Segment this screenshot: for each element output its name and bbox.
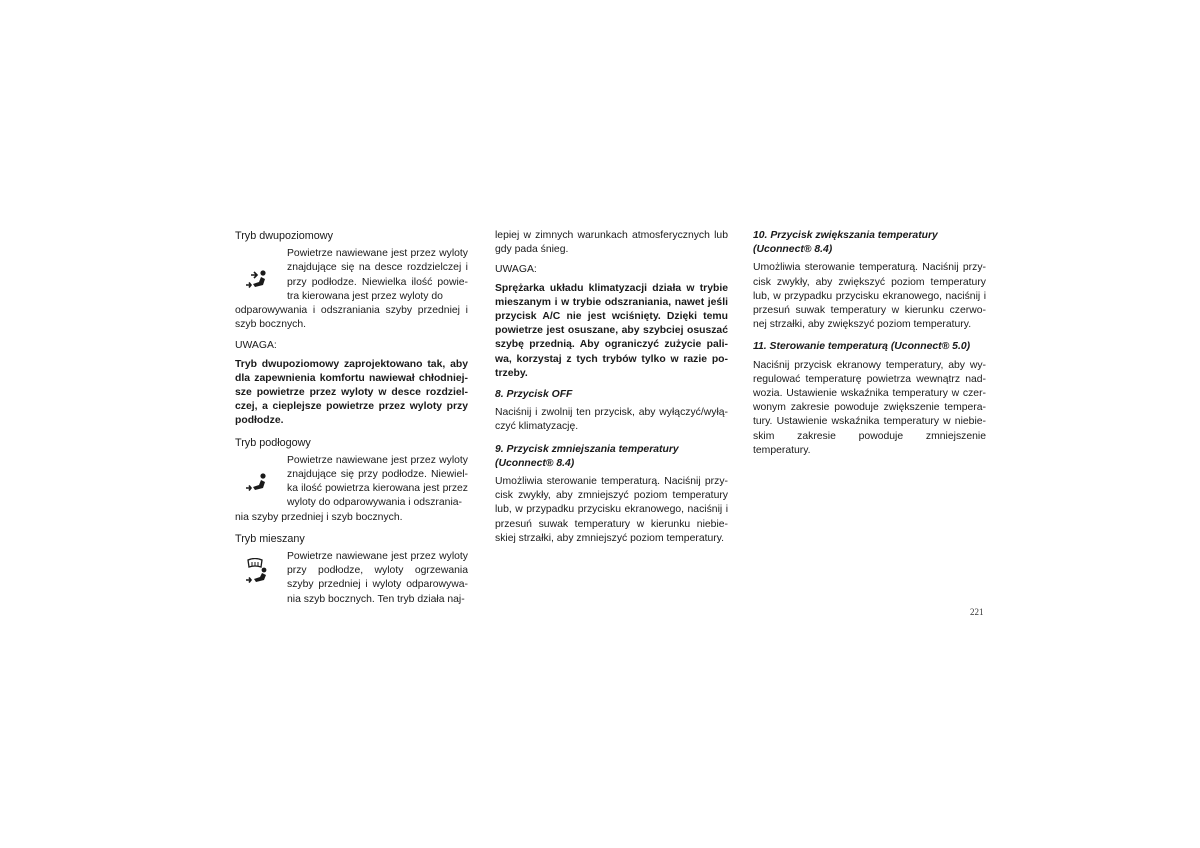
bilevel-mode-section [235, 247, 468, 332]
column-left [235, 229, 468, 614]
off-button-description: Naciśnij i zwolnij ten przycisk, aby wyłączyć/wyłą-czyć klimatyzację. [495, 407, 728, 433]
bilevel-mode-icon [243, 267, 271, 293]
temp-decrease-description: Umożliwia sterowanie temperaturą. Naciśnij przy-cisk zwykły, aby zmniejszyć poziom temperatury lub, w przypadku przycisku ekranowego, naciśnij i przesuń suwak temperatury w kierunku niebie-skiej strzałki, aby zmniejszyć poziom temperatury. [495, 476, 728, 544]
floor-mode-description-cont: nia szyby przedniej i szyb bocznych. [235, 511, 403, 523]
column-right [753, 229, 986, 464]
column-middle [495, 229, 728, 552]
bilevel-mode-heading: Tryb dwupoziomowy [235, 230, 334, 242]
mix-mode-description: Powietrze nawiewane jest przez wyloty przy podłodze, wyloty ogrzewania szyby przedniej i wyloty odparowywa-nia szyb bocznych. Ten tryb działa naj- [287, 551, 468, 605]
note-label-2: UWAGA: [495, 264, 537, 276]
floor-mode-section [235, 454, 468, 525]
off-button-heading: 8. Przycisk OFF [495, 389, 573, 401]
mix-mode-heading: Tryb mieszany [235, 532, 305, 545]
temp-control-heading: 11. Sterowanie temperaturą (Uconnect® 5.0) [753, 341, 971, 353]
floor-mode-description: Powietrze nawiewane jest przez wyloty znajdujące się przy podłodze. Niewiel-ka ilość powietrza kierowana jest przez wyloty do odparowywania i odszrania- [287, 454, 468, 509]
page-number: 221 [970, 607, 984, 617]
floor-mode-heading: Tryb podłogowy [235, 436, 311, 449]
floor-mode-icon [243, 470, 271, 496]
note-text-2: Sprężarka układu klimatyzacji działa w trybie mieszanym i w trybie odszraniania, nawet jeśli przycisk A/C nie jest wciśnięty. Dzięki temu powietrze jest osuszane, aby szybciej osuszać szybę przednią. Aby ograniczyć zużycie pali-wa, korzystaj z tych trybów tylko w razie po-trzeby. [495, 282, 728, 379]
temp-increase-description: Umożliwia sterowanie temperaturą. Naciśnij przy-cisk zwykły, aby zwiększyć poziom temperatury lub, w przypadku przycisku ekranowego, naciśnij i przesuń suwak temperatury w kierunku czerwo-nej strzałki, aby zwiększyć poziom temperatury. [753, 262, 986, 331]
temp-decrease-heading: 9. Przycisk zmniejszania temperatury (Uconnect® 8.4) [495, 443, 679, 469]
note-label: UWAGA: [235, 340, 277, 352]
bilevel-mode-description-cont: odparowywania i odszraniania szyby przedniej i szyb bocznych. [235, 305, 468, 331]
mix-mode-section [235, 550, 468, 607]
note-text: Tryb dwupoziomowy zaprojektowano tak, aby dla zapewnienia komfortu nawiewał chłodniej-sze powietrze przez wyloty w desce rozdziel-czej, a cieplejsze powietrze przez wyloty przy podłodze. [235, 358, 468, 427]
mix-mode-description-cont: lepiej w zimnych warunkach atmosferycznych lub gdy pada śnieg. [495, 230, 728, 256]
temp-control-description: Naciśnij przycisk ekranowy temperatury, aby wy-regulować temperaturę powietrza wewnątrz nad-wozia. Ustawienie wskaźnika temperatury w czer-wonym zakresie powoduje zwiększenie tempera-tury. Ustawienie wskaźnika temperatury w niebie-skim zakresie powoduje zmniejszenie temperatury. [753, 359, 986, 456]
temp-increase-heading: 10. Przycisk zwiększania temperatury (Uconnect® 8.4) [753, 230, 938, 256]
bilevel-mode-description: Powietrze nawiewane jest przez wyloty znajdujące się na desce rozdzielczej i przy podłodze. Niewielka ilość powie-tra kierowana jest przez wyloty do [287, 248, 468, 302]
mix-mode-icon [243, 558, 271, 584]
